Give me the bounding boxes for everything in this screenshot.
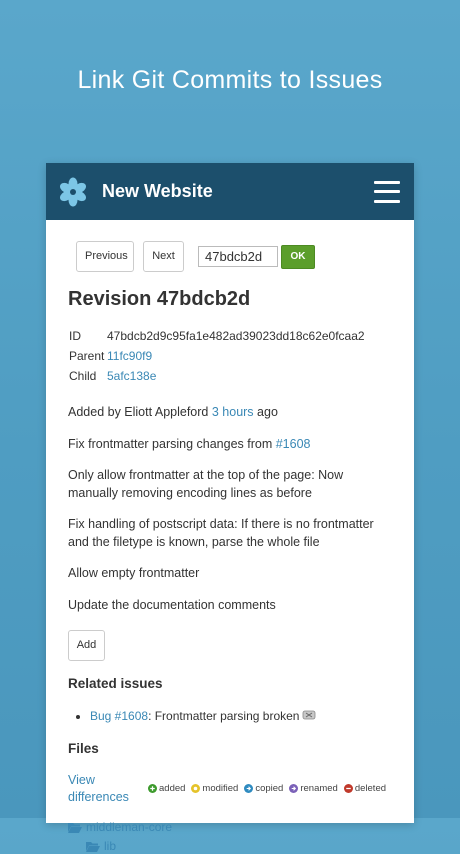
revision-input[interactable] (198, 246, 278, 267)
legend-renamed (289, 772, 338, 805)
meta-value-id: 47bdcb2d9c95fa1e482ad39023dd18c62e0fcaa2 (107, 329, 365, 343)
phone-screen (46, 163, 414, 853)
meta-row-id (69, 328, 365, 348)
main-content (46, 220, 414, 854)
commit-message-line: Update the documentation comments (68, 597, 276, 612)
files-toolbar (68, 772, 392, 805)
issue-link[interactable]: Bug #1608 (90, 709, 149, 724)
meta-row-child (69, 368, 365, 388)
list-item (90, 708, 392, 725)
commit-message-text: Fix frontmatter parsing changes from (68, 436, 276, 451)
commit-message-line (68, 436, 392, 454)
meta-key: Parent (69, 348, 105, 363)
legend-deleted (344, 772, 386, 805)
view-differences-link[interactable]: View differences (68, 773, 129, 804)
author-text: Added by Eliott Appleford (68, 405, 212, 420)
meta-key: ID (69, 329, 81, 343)
arrow-circle-icon (289, 784, 298, 793)
legend-added (148, 772, 185, 805)
project-logo-icon[interactable] (58, 177, 88, 207)
meta-key: Child (69, 368, 97, 383)
app-header (46, 163, 414, 220)
promo-title: Link Git Commits to Issues (77, 66, 383, 94)
legend-label: renamed (300, 782, 338, 794)
folder-name[interactable]: middleman-core (86, 819, 173, 834)
issue-ref-link[interactable]: #1608 (275, 436, 311, 451)
legend-copied (244, 772, 283, 805)
change-legend (148, 772, 386, 805)
legend-label: modified (202, 782, 239, 794)
related-issues-heading: Related issues (68, 676, 163, 692)
commit-message-line: Fix handling of postscript data: If there is no frontmatter and the filetype is known, parse the whole file (68, 517, 374, 549)
legend-label: deleted (354, 782, 387, 794)
add-related-issue-button[interactable]: Add (68, 630, 105, 661)
folder-open-icon (86, 841, 100, 852)
parent-revision-link[interactable]: 11fc90f9 (107, 348, 153, 363)
author-line (68, 404, 392, 422)
revision-navigation (76, 241, 392, 272)
plus-circle-icon (148, 784, 157, 793)
time-ago-link[interactable]: 3 hours (211, 405, 254, 420)
tree-folder-row[interactable] (68, 838, 392, 854)
project-title[interactable]: New Website (102, 181, 213, 201)
file-tree (68, 819, 392, 854)
arrow-circle-icon (244, 784, 253, 793)
dot-circle-icon (191, 784, 200, 793)
revision-meta-table (69, 328, 365, 387)
related-issues-list (90, 708, 392, 725)
child-revision-link[interactable]: 5afc138e (107, 368, 157, 383)
next-button[interactable]: Next (143, 241, 184, 272)
remove-relation-icon[interactable] (302, 709, 316, 726)
legend-modified (191, 772, 238, 805)
folder-name[interactable]: lib (104, 838, 117, 853)
folder-open-icon (68, 822, 82, 833)
hamburger-menu-icon[interactable] (374, 181, 400, 203)
issue-subject: : Frontmatter parsing broken (148, 709, 300, 724)
previous-button[interactable]: Previous (76, 241, 134, 272)
minus-circle-icon (344, 784, 353, 793)
commit-message-line: Only allow frontmatter at the top of the page: Now manually removing encoding lines as before (68, 468, 344, 500)
ok-button[interactable]: OK (281, 245, 315, 269)
meta-row-parent (69, 348, 365, 368)
page-title: Revision 47bdcb2d (68, 288, 251, 310)
files-heading: Files (68, 740, 99, 756)
legend-label: copied (255, 782, 284, 794)
tree-folder-row[interactable] (68, 819, 392, 836)
legend-label: added (159, 782, 186, 794)
commit-message-line: Allow empty frontmatter (68, 566, 200, 581)
ago-text: ago (253, 405, 278, 420)
